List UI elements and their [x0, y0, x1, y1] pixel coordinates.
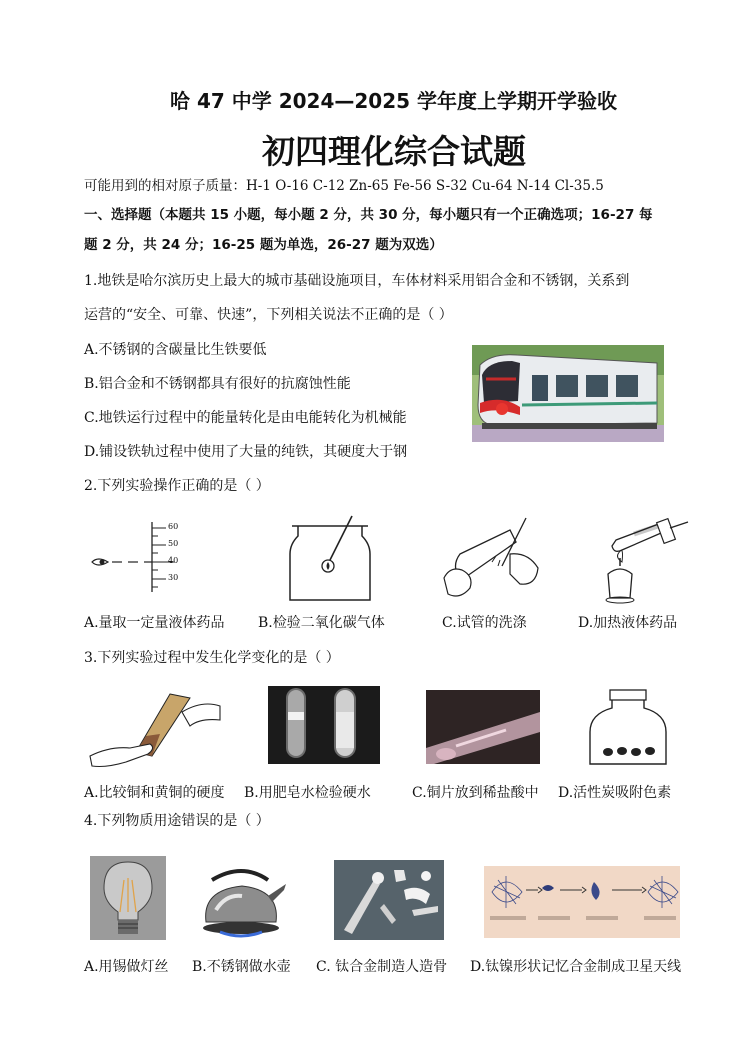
atomic-masses: 可能用到的相对原子质量：H-1 O-16 C-12 Zn-65 Fe-56 S-32 Cu-64 N-14 Cl-35.5: [84, 178, 604, 194]
q3-photo-copper-in-acid: [426, 690, 540, 764]
q4-figure-satellite-antenna: [484, 866, 680, 938]
q3-photo-soap-water-tubes: [268, 686, 380, 764]
q1-stem-line2: 运营的“安全、可靠、快速”，下列相关说法不正确的是（ ）: [84, 307, 453, 323]
q3-option-d: D.活性炭吸附色素: [558, 785, 672, 801]
exam-title: 初四理化综合试题: [262, 132, 526, 171]
cylinder-tick-label: 30: [168, 573, 179, 582]
section-heading-line1: 一、选择题（本题共 15 小题，每小题 2 分，共 30 分，每小题只有一个正确选项；16-27 每: [84, 207, 653, 223]
q4-photo-titanium-implants: [334, 860, 444, 940]
q3-option-a: A.比较铜和黄铜的硬度: [84, 785, 225, 801]
q3-option-c: C.铜片放到稀盐酸中: [412, 785, 539, 801]
q2-figure-cylinder: [86, 520, 196, 595]
exam-school-title: 哈 47 中学 2024—2025 学年度上学期开学验收: [170, 89, 618, 113]
subway-train-photo: [472, 345, 664, 442]
q2-figure-tube-washing: [440, 514, 550, 604]
q4-stem: 4.下列物质用途错误的是（ ）: [84, 813, 270, 829]
q4-option-a: A.用锡做灯丝: [84, 959, 169, 975]
q4-photo-light-bulb: [90, 856, 166, 940]
q3-figure-hardness-compare: [86, 690, 226, 770]
q4-option-b: B.不锈钢做水壶: [192, 959, 291, 975]
cylinder-tick-label: 40: [168, 556, 179, 565]
q2-option-d: D.加热液体药品: [578, 615, 678, 631]
cylinder-tick-label: 60: [168, 522, 179, 531]
q4-photo-kettle: [196, 866, 288, 942]
section-heading-line2: 题 2 分，共 24 分；16-25 题为单选，26-27 题为双选）: [84, 237, 443, 253]
cylinder-tick-label: 50: [168, 539, 179, 548]
q1-option-b: B.铝合金和不锈钢都具有很好的抗腐蚀性能: [84, 376, 351, 392]
q3-stem: 3.下列实验过程中发生化学变化的是（ ）: [84, 650, 340, 666]
q1-option-d: D.铺设铁轨过程中使用了大量的纯铁，其硬度大于钢: [84, 444, 408, 460]
q1-option-c: C.地铁运行过程中的能量转化是由电能转化为机械能: [84, 410, 407, 426]
q3-figure-activated-carbon: [580, 688, 676, 768]
q2-figure-gas-jar: [284, 514, 376, 604]
q2-option-c: C.试管的洗涤: [442, 615, 527, 631]
q2-option-a: A.量取一定量液体药品: [84, 615, 225, 631]
q3-option-b: B.用肥皂水检验硬水: [244, 785, 371, 801]
q2-figure-heating-liquid: [594, 514, 694, 606]
q1-option-a: A.不锈钢的含碳量比生铁要低: [84, 342, 267, 358]
q4-option-c: C. 钛合金制造人造骨: [316, 959, 448, 975]
q4-option-d: D.钛镍形状记忆合金制成卫星天线: [470, 959, 682, 975]
q1-stem-line1: 1.地铁是哈尔滨历史上最大的城市基础设施项目，车体材料采用铝合金和不锈钢，关系到: [84, 273, 630, 289]
q2-stem: 2.下列实验操作正确的是（ ）: [84, 478, 270, 494]
q2-option-b: B.检验二氧化碳气体: [258, 615, 385, 631]
